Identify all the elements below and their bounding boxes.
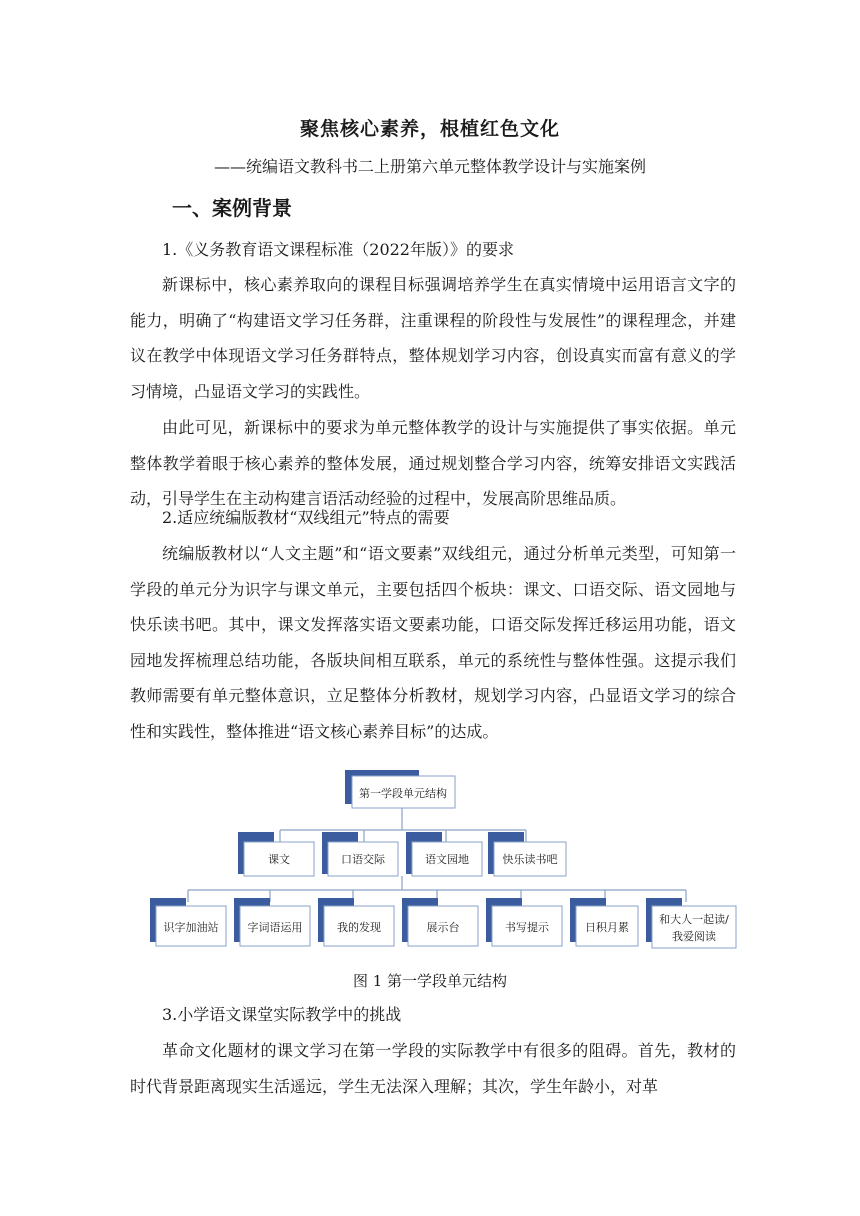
node-accumulation [570,898,638,946]
diagram-root-node [345,770,455,808]
document-title: 聚焦核心素养，根植红色文化 [299,118,560,140]
svg-text:识字加油站: 识字加油站 [163,921,219,934]
diagram-level3-nodes [150,898,736,948]
paragraph-1: 1.《义务教育语文课程标准（2022年版）》的要求 [162,240,514,259]
svg-text:展示台: 展示台 [426,921,460,934]
svg-text:快乐读书吧: 快乐读书吧 [502,853,558,866]
svg-text:我的发现: 我的发现 [337,921,381,934]
node-words [234,898,310,946]
svg-text:日积月累: 日积月累 [585,921,629,934]
node-read-together [646,898,736,948]
node-showcase [402,898,478,946]
node-garden [406,832,482,876]
paragraph-4: 2.适应统编版教材“双线组元”特点的需要 [162,508,450,527]
svg-text:第一学段单元结构: 第一学段单元结构 [359,787,447,800]
svg-text:口语交际: 口语交际 [341,853,385,866]
svg-text:书写提示: 书写提示 [505,921,549,934]
unit-structure-diagram [0,760,860,960]
svg-text:语文园地: 语文园地 [425,853,469,866]
paragraph-7: 革命文化题材的课文学习在第一学段的实际教学中有很多的阻碍。首先，教材的时代背景距离现实生活遥远，学生无法深入理解；其次，学生年龄小，对革 [130,1041,736,1096]
section-heading: 一、案例背景 [172,196,292,220]
figure-caption: 图 1 第一学段单元结构 [352,972,508,990]
node-kewen [238,832,314,876]
paragraph-6: 3.小学语文课堂实际教学中的挑战 [162,1005,402,1024]
node-literacy [150,898,226,946]
svg-text:课文: 课文 [268,853,290,866]
paragraph-3: 由此可见，新课标中的要求为单元整体教学的设计与实施提供了事实依据。单元整体教学着眼于核心素养的整体发展，通过规划整合学习内容，统筹安排语文实践活动，引导学生在主动构建言语活动经验的过程中，发展高阶思维品质。 [130,418,736,509]
svg-text:我爱阅读: 我爱阅读 [672,930,716,943]
paragraph-2: 新课标中，核心素养取向的课程目标强调培养学生在真实情境中运用语言文字的能力，明确了“构建语文学习任务群，注重课程的阶段性与发展性”的课程理念，并建议在教学中体现语文学习任务群特点，整体规划学习内容，创设真实而富有意义的学习情境，凸显语文学习的实践性。 [130,275,736,401]
node-reading [488,832,566,876]
node-oral [322,832,398,876]
diagram-level2-nodes [238,832,566,876]
paragraph-5: 统编版教材以“人文主题”和“语文要素”双线组元，通过分析单元类型，可知第一学段的单元分为识字与课文单元，主要包括四个板块：课文、口语交际、语文园地与快乐读书吧。其中，课文发挥落实语文要素功能，口语交际发挥迁移运用功能，语文园地发挥梳理总结功能，各版块间相互联系，单元的系统性与整体性强。这提示我们教师需要有单元整体意识，立足整体分析教材，规划学习内容，凸显语文学习的综合性和实践性，整体推进“语文核心素养目标”的达成。 [130,544,736,741]
svg-text:字词语运用: 字词语运用 [247,921,303,934]
svg-text:和大人一起读/: 和大人一起读/ [659,913,729,926]
node-discovery [318,898,394,946]
node-writing [486,898,562,946]
document-subtitle: ——统编语文教科书二上册第六单元整体教学设计与实施案例 [213,157,646,176]
